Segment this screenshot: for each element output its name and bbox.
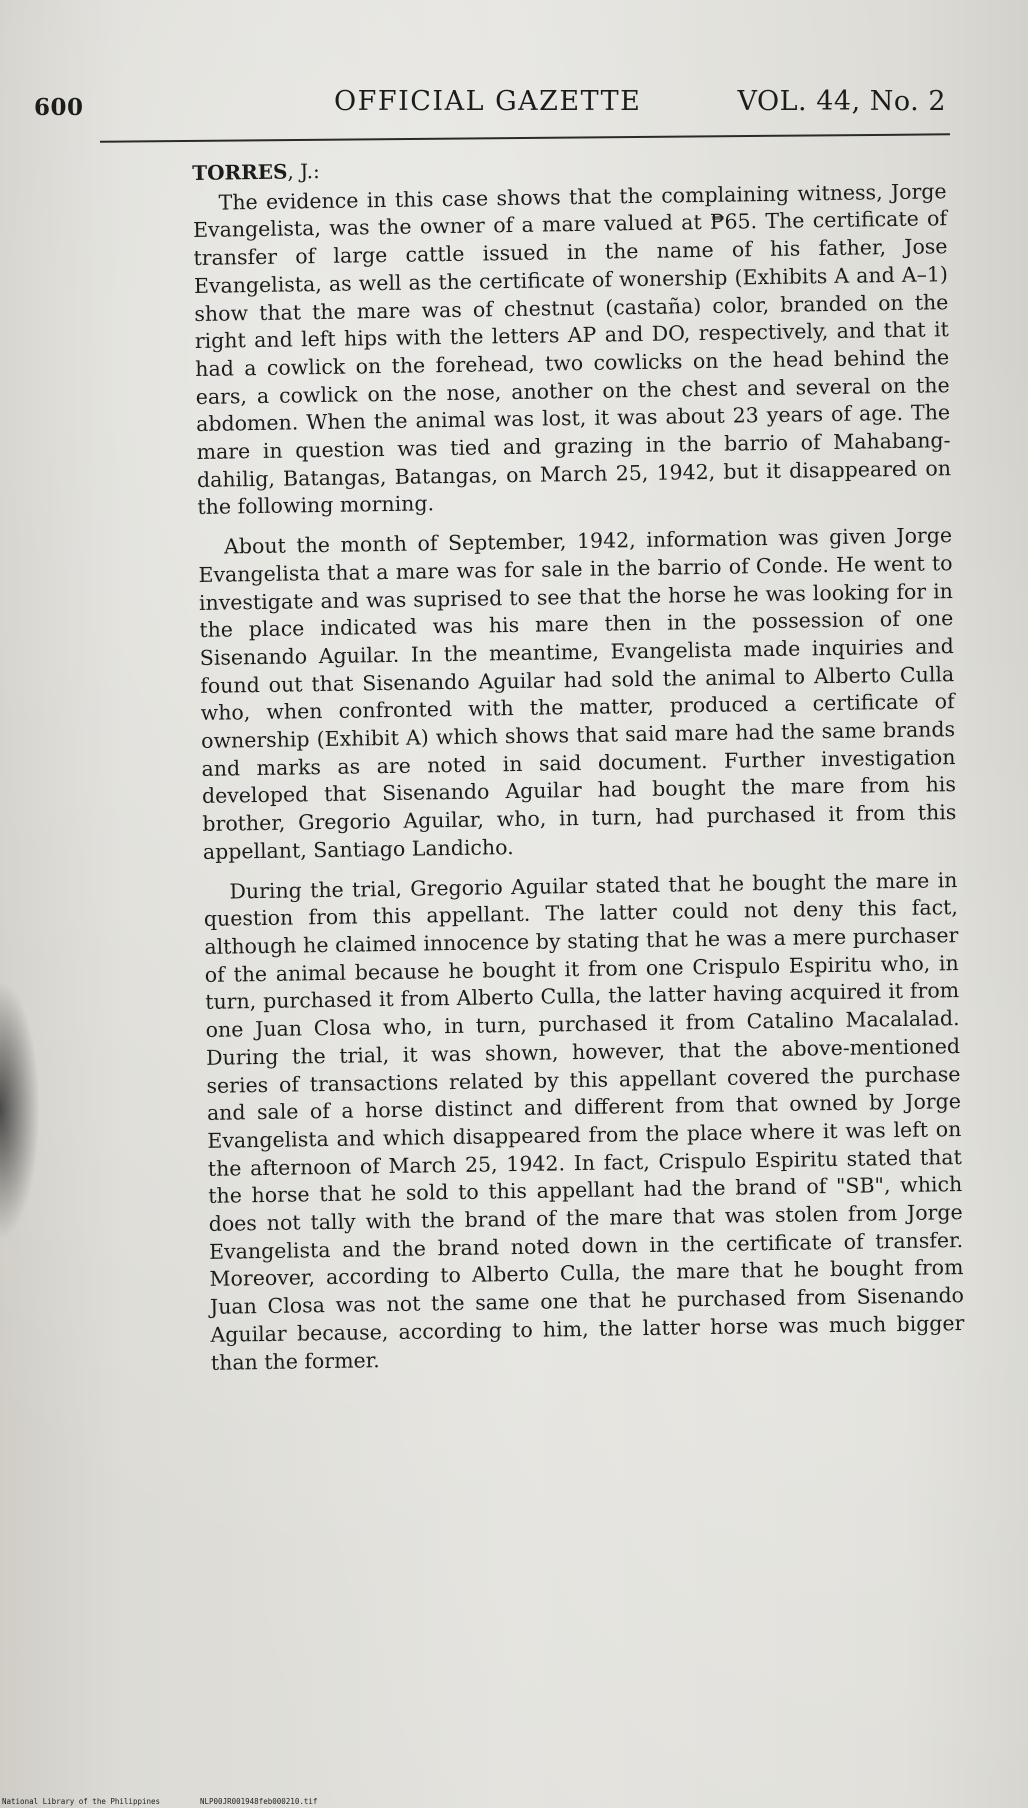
paragraph-2: About the month of September, 1942, information was given Jorge Evangelista that a mare was for sale in the barrio of Conde. He went to investigate and was suprised to see that the horse he was looking for in the place indicated was his mare then in the possession of one Sisenando Aguilar. In the meantime, Evangelista made inquiries and found out that Sisenando Aguilar had sold the animal to Alberto Culla who, when confronted with the matter, produced a certificate of ownership (Exhibit A) which shows that said mare had the same brands and marks as are noted in said document. Further investigation developed that Sisenando Aguilar had bought the mare from his brother, Gregorio Aguilar, who, in turn, had purchased it from this appellant, Santiago Landicho. (198, 523, 957, 864)
justice-name: TORRES (192, 159, 288, 185)
gazette-title: OFFICIAL GAZETTE (334, 86, 642, 117)
opinion-text (192, 148, 965, 1377)
footer-file-id: NLP00JR001948feb000210.tif (200, 1797, 318, 1806)
header-rule (100, 133, 950, 142)
page-number: 600 (34, 94, 84, 121)
volume-number: VOL. 44, No. 2 (737, 86, 946, 117)
binding-edge-shadow (0, 980, 40, 1240)
paragraph-3: During the trial, Gregorio Aguilar stated that he bought the mare in question from this appellant. The latter could not deny this fact, although he claimed innocence by stating that he was a mere purchaser of the animal because he bought it from one Crispulo Espiritu who, in turn, purchased it from Alberto Culla, the latter having acquired it from one Juan Closa who, in turn, purchased it from Catalino Macalalad. During the trial, it was shown, however, that the above-mentioned series of transactions related by this appellant covered the purchase and sale of a horse distinct and different from that owned by Jorge Evangelista and which disappeared from the place where it was left on the afternoon of March 25, 1942. In fact, Crispulo Espiritu stated that the horse that he sold to this appellant had the brand of "SB", which does not tally with the brand of the mare that was stolen from Jorge Evangelista and the brand noted down in the certificate of transfer. Moreover, according to Alberto Culla, the mare that he bought from Juan Closa was not the same one that he purchased from Sisenando Aguilar because, according to him, the latter horse was much bigger than the former. (203, 867, 965, 1375)
footer-library-name: National Library of the Philippines (2, 1797, 161, 1806)
justice-suffix: , J.: (287, 158, 320, 184)
page-header (34, 86, 946, 126)
paragraph-1: The evidence in this case shows that the complaining witness, Jorge Evangelista, was the owner of a mare valued at ₱65. The certificate of transfer of large cattle issued in the name of his father, Jose Evangelista, as well as the certificate of wonership (Exhibits A and A–1) show that the mare was of chestnut (castaña) color, branded on the right and left hips with the letters AP and DO, respectively, and that it had a cowlick on the forehead, two cowlicks on the head behind the ears, a cowlick on the nose, another on the chest and several on the abdomen. When the animal was lost, it was about 23 years of age. The mare in question was tied and grazing in the barrio of Mahabang-dahilig, Batangas, Batangas, on March 25, 1942, but it disappeared on the following morning. (192, 178, 952, 520)
